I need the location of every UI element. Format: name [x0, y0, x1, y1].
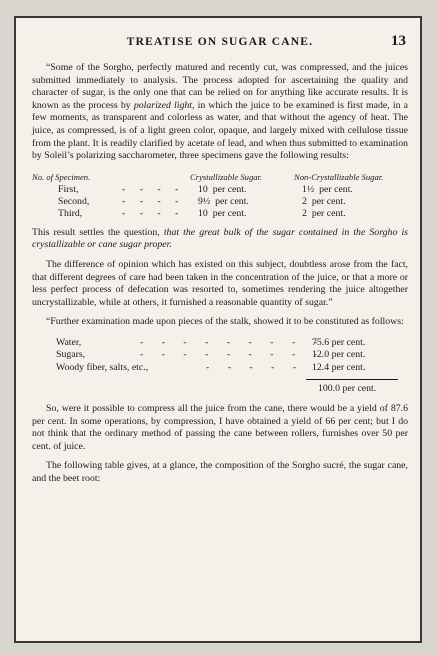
leader-dashes: - - - - - - - - - [140, 349, 325, 361]
paragraph-1 [32, 62, 408, 163]
paragraph-1-rest: in which the juice to be examined is first made, in a few moments, as transparent and colorless as water, and that without the agency of heat. The juice, as compressed, is of a light green color, opaque, and largely mixed with cellulose tissue from the plant. It is readily clarified by acetate of lead, and when thus submitted to examination by Soleil’s polarizing saccharometer, three specimens gave the following results: [32, 99, 408, 162]
header-non-crystallizable: Non-Crystallizable Sugar. [294, 171, 384, 182]
paragraph-2-emphasis: that the great bulk of the sugar contained in the Sorgho is crystallizable or cane sugar proper. [32, 226, 408, 251]
leader-dashes: - - - - - - - - - [140, 336, 325, 348]
component-value: 75.6 per cent. [312, 336, 366, 348]
component-label: Woody fiber, salts, etc., [56, 361, 149, 373]
table-row [32, 184, 408, 196]
paragraph-2 [32, 227, 408, 252]
body-text [32, 62, 408, 485]
leader-dashes: - - - - [122, 195, 185, 207]
paragraph-5: So, were it possible to compress all the juice from the cane, there would be a yield of 87.6 per cent. In some operations, by compression, I have obtained a yield of 66 per cent; but I do not think that the ordinary method of passing the cane between rollers, furnishes over 50 per cent. of juice. [32, 402, 408, 452]
paragraph-4: “Further examination made upon pieces of the stalk, showed it to be constituted as follows: [46, 316, 404, 328]
crystallizable-value: 9½ per cent. [198, 195, 249, 207]
total-value: 100.0 per cent. [318, 383, 377, 395]
table-row [32, 196, 408, 208]
crystallizable-value: 10 per cent. [198, 207, 247, 219]
header-crystallizable: Crystallizable Sugar. [190, 171, 263, 182]
component-label: Sugars, [56, 349, 86, 361]
book-page [14, 16, 422, 643]
component-value: 12.4 per cent. [312, 361, 366, 373]
non-crystallizable-value: 2 per cent. [302, 195, 346, 207]
total-row [56, 383, 408, 396]
running-title: TREATISE ON SUGAR CANE. [126, 36, 314, 48]
table-row [56, 337, 408, 350]
leader-dashes: - - - - [122, 183, 185, 195]
paragraph-2-text: This result settles the question, [32, 226, 164, 238]
header-specimen: No. of Specimen. [32, 171, 91, 182]
component-value: 12.0 per cent. [312, 349, 366, 361]
non-crystallizable-value: 1½ per cent. [302, 183, 353, 195]
crystallizable-value: 10 per cent. [198, 183, 247, 195]
specimen-name: Third, [58, 207, 83, 219]
specimen-name: Second, [58, 195, 90, 207]
composition-table [56, 337, 408, 396]
leader-dashes: - - - - - [206, 361, 305, 373]
paragraph-6: The following table gives, at a glance, the composition of the Sorgho sucré, the sugar cane, and the beet root: [32, 460, 408, 484]
specimen-name: First, [58, 183, 79, 195]
total-rule [306, 379, 398, 380]
leader-dashes: - - - - [122, 207, 185, 219]
page-number: 13 [391, 33, 406, 49]
paragraph-1-emphasis: polarized light, [133, 99, 195, 111]
table-row [32, 208, 408, 220]
paragraph-3: The difference of opinion which has existed on this subject, doubtless arose from the fact, that different degrees of care had been taken in the concentration of the juice, or that a more or less perfect process of defecation was resorted to, sometimes rendering the juice altogether uncrystallizable, while at others, it furnished a reasonable quantity of sugar.” [32, 258, 408, 308]
table-row [56, 362, 408, 375]
specimen-table-header [32, 171, 408, 184]
specimen-table [32, 171, 408, 220]
page-header [32, 33, 408, 54]
table-row [56, 349, 408, 362]
non-crystallizable-value: 2 per cent. [302, 207, 346, 219]
paragraph-1-text: “Some of the Sorgho, perfectly matured and recently cut, was compressed, and the juices submitted immediately to analysis. The process adopted for ascertaining the quality and character of sugar, is the only one that can be relied on for anything like accurate results. It is known as the process by [32, 62, 408, 111]
component-label: Water, [56, 336, 82, 348]
